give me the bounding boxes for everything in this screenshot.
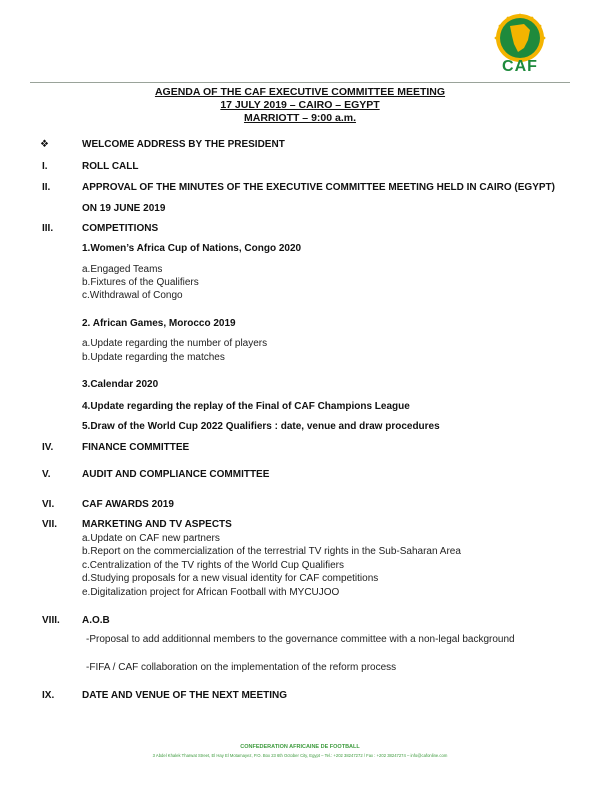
footer-address: 3 Abdel Khalek Tharwat Street, El Hay El Motamayez, P.O. Box 23 6th October City, Egypt – Tel.: +202 38247272 / Fax : +202 38247274 – info@cafonline.com bbox=[152, 753, 448, 758]
item-number: VIII. bbox=[42, 615, 60, 626]
item-heading: APPROVAL OF THE MINUTES OF THE EXECUTIVE COMMITTEE MEETING HELD IN CAIRO (EGYPT) bbox=[82, 182, 555, 193]
competition-sub-4: 4.Update regarding the replay of the Final of CAF Champions League bbox=[82, 401, 410, 412]
list-item: b.Report on the commercialization of the terrestrial TV rights in the Sub-Saharan Area bbox=[82, 546, 461, 557]
item-number: II. bbox=[42, 182, 51, 193]
agenda-item-4 bbox=[0, 442, 600, 458]
item-heading: DATE AND VENUE OF THE NEXT MEETING bbox=[82, 690, 288, 701]
header-divider bbox=[30, 82, 570, 83]
item-number: VI. bbox=[42, 499, 55, 510]
footer-org: CONFEDERATION AFRICAINE DE FOOTBALL bbox=[240, 744, 360, 750]
list-item: a.Engaged Teams bbox=[82, 264, 163, 275]
competition-sub-1: 1.Women’s Africa Cup of Nations, Congo 2020 bbox=[82, 243, 302, 254]
item-heading: ROLL CALL bbox=[82, 161, 139, 172]
aob-item: -Proposal to add additionnal members to the governance committee with a non-legal background bbox=[86, 634, 515, 645]
competition-sub-5: 5.Draw of the World Cup 2022 Qualifiers : date, venue and draw procedures bbox=[82, 421, 440, 432]
agenda-item-8 bbox=[0, 615, 600, 631]
list-item: b.Fixtures of the Qualifiers bbox=[82, 277, 199, 288]
item-heading: MARKETING AND TV ASPECTS bbox=[82, 519, 232, 530]
item-heading: COMPETITIONS bbox=[82, 223, 159, 234]
agenda-item-2-cont bbox=[0, 203, 600, 219]
agenda-item-6 bbox=[0, 499, 600, 515]
list-item: e.Digitalization project for African Football with MYCUJOO bbox=[82, 587, 340, 598]
item-heading: CAF AWARDS 2019 bbox=[82, 499, 174, 510]
agenda-item-3 bbox=[0, 223, 600, 239]
caf-logo-text: CAF bbox=[502, 58, 538, 75]
item-number: IV. bbox=[42, 442, 54, 453]
meeting-date: 17 JULY 2019 – CAIRO – EGYPT bbox=[220, 99, 380, 111]
competition-sub-2: 2. African Games, Morocco 2019 bbox=[82, 318, 236, 329]
meeting-venue: MARRIOTT – 9:00 a.m. bbox=[243, 112, 357, 124]
list-item: c.Withdrawal of Congo bbox=[82, 290, 183, 301]
item-heading: A.O.B bbox=[82, 615, 110, 626]
list-item: a.Update on CAF new partners bbox=[82, 533, 220, 544]
aob-item: -FIFA / CAF collaboration on the implementation of the reform process bbox=[86, 662, 397, 673]
item-number: VII. bbox=[42, 519, 58, 530]
diamond-bullet-icon: ❖ bbox=[40, 139, 49, 150]
list-item: b.Update regarding the matches bbox=[82, 352, 225, 363]
item-heading-cont: ON 19 JUNE 2019 bbox=[82, 203, 166, 214]
welcome-text: WELCOME ADDRESS BY THE PRESIDENT bbox=[82, 139, 285, 150]
agenda-item-9 bbox=[0, 690, 600, 706]
list-item: c.Centralization of the TV rights of the World Cup Qualifiers bbox=[82, 560, 344, 571]
item-heading: FINANCE COMMITTEE bbox=[82, 442, 190, 453]
agenda-item-2 bbox=[0, 182, 600, 198]
agenda-item-1 bbox=[0, 161, 600, 177]
item-number: III. bbox=[42, 223, 54, 234]
item-heading: AUDIT AND COMPLIANCE COMMITTEE bbox=[82, 469, 270, 480]
item-number: I. bbox=[42, 161, 48, 172]
competition-sub-3: 3.Calendar 2020 bbox=[82, 379, 159, 390]
agenda-item-5 bbox=[0, 469, 600, 485]
agenda-title: AGENDA OF THE CAF EXECUTIVE COMMITTEE MEETING bbox=[154, 86, 446, 98]
agenda-welcome bbox=[0, 139, 600, 155]
list-item: a.Update regarding the number of players bbox=[82, 338, 268, 349]
item-number: IX. bbox=[42, 690, 55, 701]
list-item: d.Studying proposals for a new visual identity for CAF competitions bbox=[82, 573, 379, 584]
item-number: V. bbox=[42, 469, 51, 480]
